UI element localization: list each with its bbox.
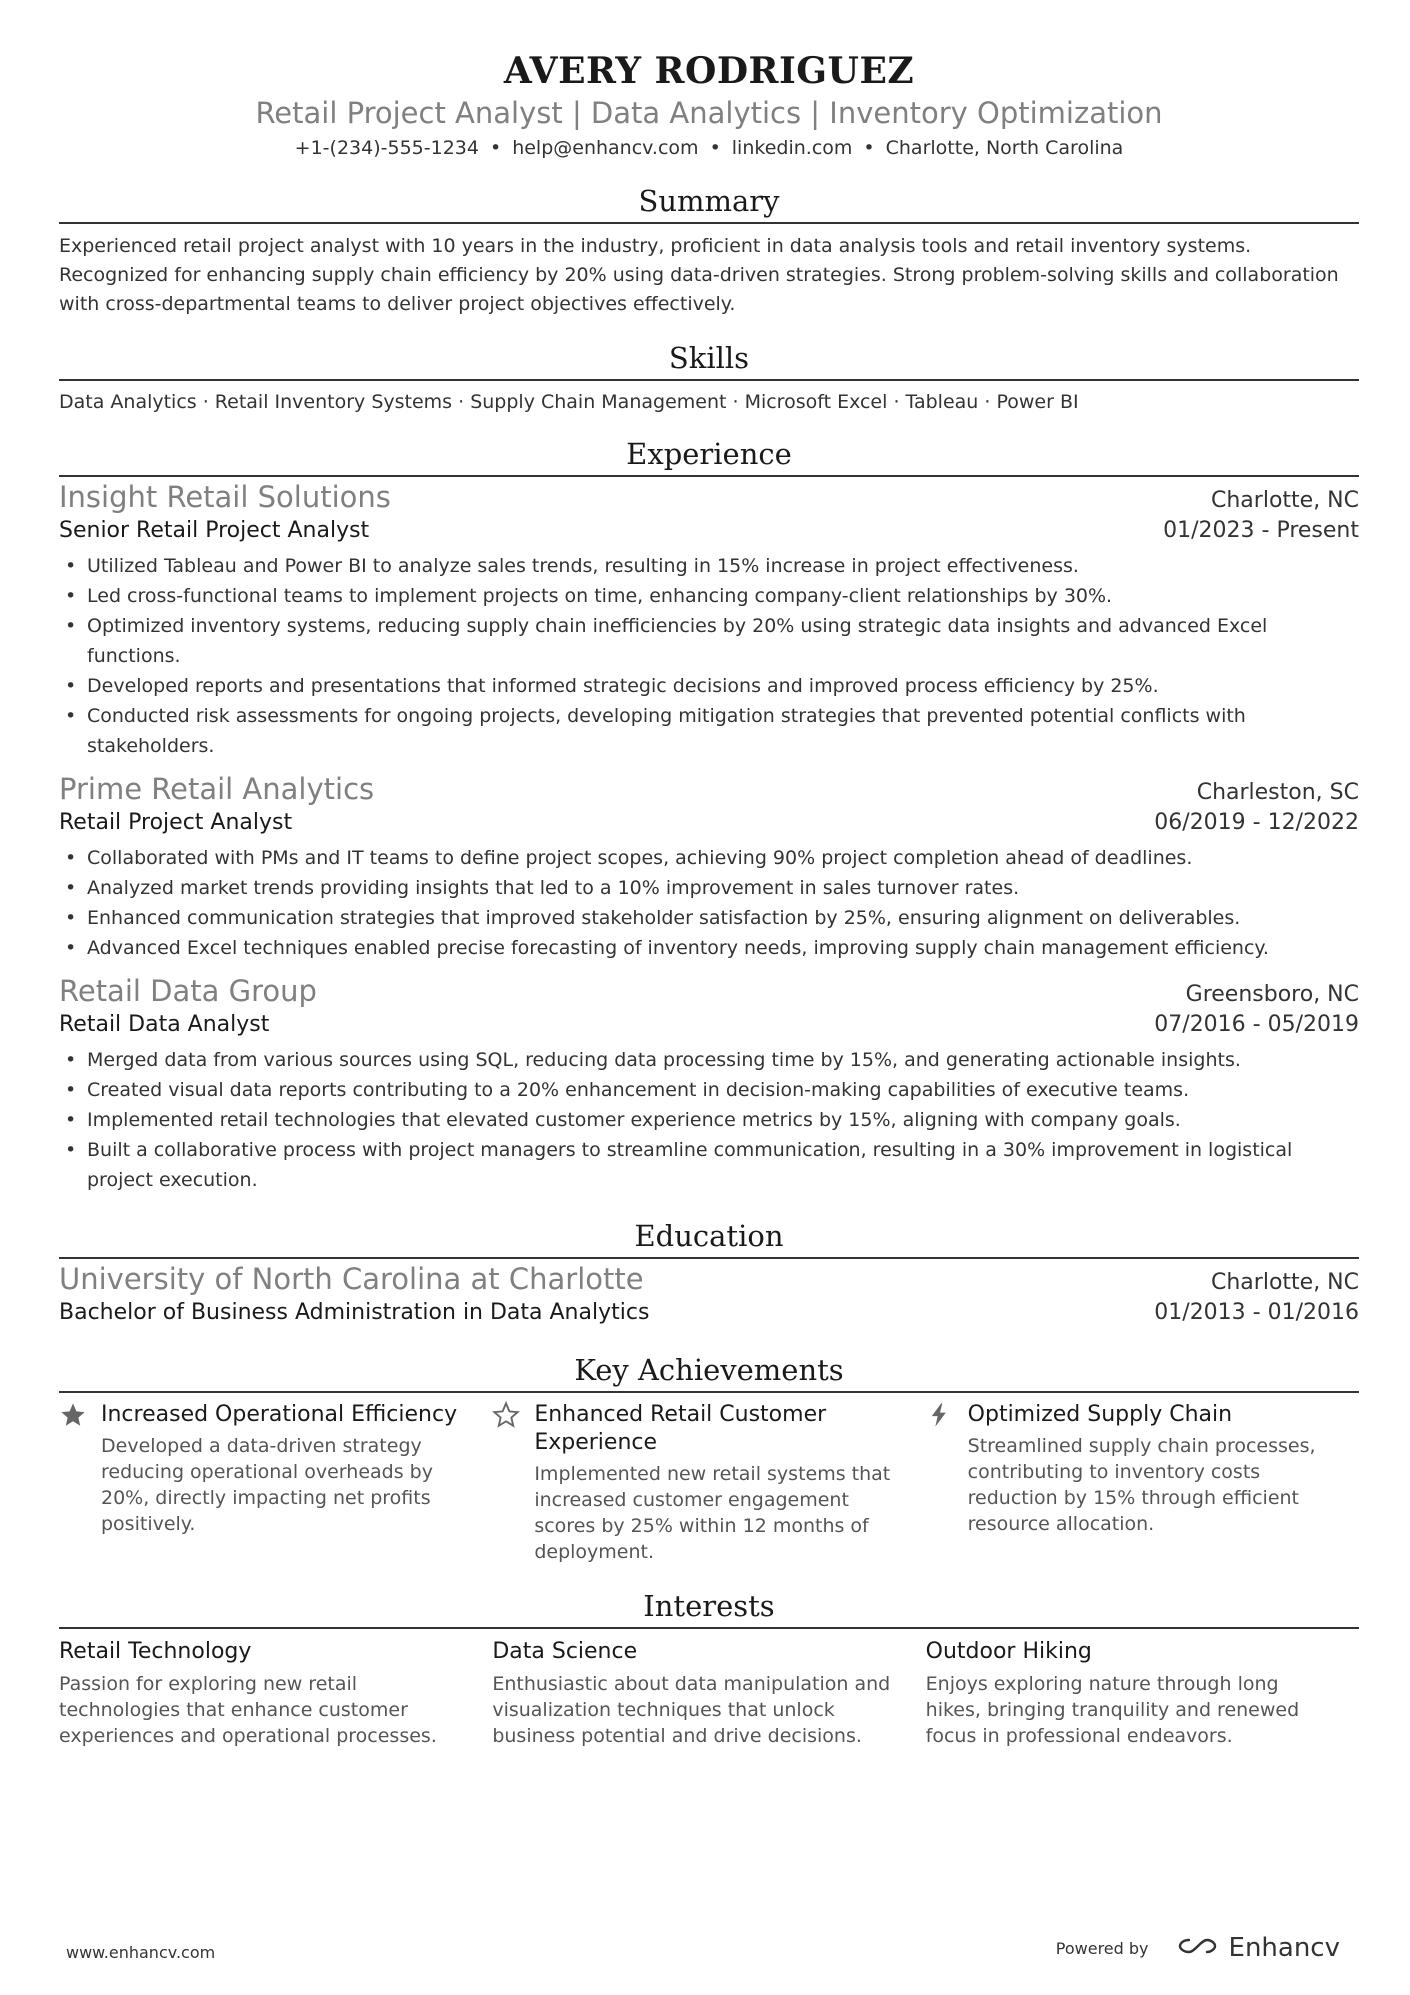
job-header-row (59, 479, 1359, 515)
achievement-title: Enhanced Retail Customer Experience (534, 1402, 827, 1455)
lightning-icon (926, 1401, 968, 1565)
job-entry (59, 479, 1359, 761)
education-degree-row (59, 1297, 1359, 1329)
job-bullet: • Collaborated with PMs and IT teams to define project scopes, achieving 90% project completion ahead of deadlines. (59, 843, 1359, 873)
achievement-title: Optimized Supply Chain (967, 1402, 1233, 1427)
contact-line (59, 134, 1359, 162)
company-name: Prime Retail Analytics (59, 772, 375, 806)
education-section (59, 1217, 1359, 1329)
job-role-row (59, 515, 1359, 547)
section-divider (59, 1627, 1359, 1629)
job-bullet: • Implemented retail technologies that elevated customer experience metrics by 15%, aligning with company goals. (59, 1105, 1359, 1135)
interest-item (926, 1637, 1359, 1749)
job-header-row (59, 771, 1359, 807)
achievements-section (59, 1351, 1359, 1565)
section-title: Experience (626, 437, 792, 471)
achievement-title: Increased Operational Efficiency (101, 1402, 458, 1427)
star-filled-icon (59, 1401, 101, 1565)
interest-item (59, 1637, 492, 1749)
job-header-row (59, 973, 1359, 1009)
achievement-item (926, 1401, 1359, 1565)
achievement-desc: Developed a data-driven strategy reducing operational overheads by 20%, directly impacting net profits positively. (101, 1435, 433, 1535)
brand-name: Enhancv (1228, 1933, 1340, 1963)
job-bullet: • Created visual data reports contributing to a 20% enhancement in decision-making capabilities of executive teams. (59, 1075, 1359, 1105)
section-divider (59, 222, 1359, 224)
footer-branding (1056, 1933, 1340, 1963)
degree-name: Bachelor of Business Administration in Data Analytics (59, 1300, 650, 1325)
job-bullet: • Conducted risk assessments for ongoing projects, developing mitigation strategies that prevented potential conflicts with stakeholders. (59, 701, 1359, 761)
interests-grid (59, 1637, 1359, 1749)
job-bullets (59, 843, 1359, 963)
interest-desc: Enjoys exploring nature through long hikes, bringing tranquility and renewed focus in professional endeavors. (925, 1673, 1300, 1747)
section-title: Key Achievements (574, 1353, 844, 1387)
bullet-separator: • (709, 137, 721, 159)
experience-section (59, 435, 1359, 1195)
achievement-body (534, 1401, 899, 1565)
skills-section (59, 339, 1359, 415)
achievement-body (968, 1401, 1333, 1565)
job-title: Retail Data Analyst (59, 1012, 270, 1037)
bullet-separator: • (863, 137, 875, 159)
job-entry (59, 973, 1359, 1195)
footer-website[interactable]: www.enhancv.com (66, 1943, 216, 1962)
job-dates: 01/2023 - Present (1163, 518, 1359, 543)
job-dates: 07/2016 - 05/2019 (1154, 1012, 1359, 1037)
job-bullet: • Merged data from various sources using SQL, reducing data processing time by 15%, and generating actionable insights. (59, 1045, 1359, 1075)
summary-section (59, 182, 1359, 319)
job-bullet: • Optimized inventory systems, reducing supply chain inefficiencies by 20% using strategic data insights and advanced Excel functions. (59, 611, 1359, 671)
interest-desc: Passion for exploring new retail technologies that enhance customer experiences and operational processes. (59, 1673, 437, 1747)
section-divider (59, 1391, 1359, 1393)
interest-title: Data Science (492, 1639, 638, 1664)
candidate-headline: Retail Project Analyst | Data Analytics | Inventory Optimization (255, 96, 1163, 130)
interest-desc: Enthusiastic about data manipulation and visualization techniques that unlock business potential and drive decisions. (492, 1673, 891, 1747)
section-divider (59, 475, 1359, 477)
skills-list: Data Analytics · Retail Inventory Systems · Supply Chain Management · Microsoft Excel · Tableau · Power BI (59, 391, 1079, 413)
section-divider (59, 1257, 1359, 1259)
school-location: Charlotte, NC (1211, 1270, 1359, 1295)
section-title: Summary (638, 184, 780, 218)
job-entry (59, 771, 1359, 963)
education-header-row (59, 1261, 1359, 1297)
job-role-row (59, 807, 1359, 839)
job-bullet: • Led cross-functional teams to implement projects on time, enhancing company-client relationships by 30%. (59, 581, 1359, 611)
section-divider (59, 379, 1359, 381)
section-title: Education (634, 1219, 784, 1253)
job-bullet: • Analyzed market trends providing insights that led to a 10% improvement in sales turnover rates. (59, 873, 1359, 903)
achievement-desc: Implemented new retail systems that increased customer engagement scores by 25% within 12 months of deployment. (534, 1463, 891, 1563)
interests-section (59, 1587, 1359, 1749)
interest-title: Retail Technology (59, 1639, 252, 1664)
job-bullet: • Advanced Excel techniques enabled precise forecasting of inventory needs, improving supply chain management efficiency. (59, 933, 1359, 963)
school-name: University of North Carolina at Charlotte (59, 1262, 644, 1296)
phone-text: +1-(234)-555-1234 (294, 137, 479, 159)
candidate-name: AVERY RODRIGUEZ (503, 50, 915, 92)
job-location: Charleston, SC (1196, 780, 1359, 805)
location-text: Charlotte, North Carolina (885, 137, 1124, 159)
company-name: Retail Data Group (59, 974, 317, 1008)
bullet-separator: • (489, 137, 502, 159)
job-bullets (59, 551, 1359, 761)
powered-by-text: Powered by (1055, 1938, 1149, 1958)
interest-title: Outdoor Hiking (925, 1639, 1092, 1664)
email-link[interactable]: help@enhancv.com (512, 137, 699, 159)
resume-header (59, 48, 1359, 162)
job-title: Retail Project Analyst (59, 810, 293, 835)
star-outline-icon (492, 1401, 534, 1565)
summary-text: Experienced retail project analyst with 10 years in the industry, proficient in data analysis tools and retail inventory systems. Recognized for enhancing supply chain efficiency by 20% using data-driven strategies. Strong problem-solving skills and collaboration with cross-departmental teams to deliver project objectives effectively. (59, 235, 1339, 315)
job-bullet: • Built a collaborative process with project managers to streamline communication, resulting in a 30% improvement in logistical project execution. (59, 1135, 1359, 1195)
interest-item (492, 1637, 925, 1749)
job-location: Greensboro, NC (1185, 982, 1359, 1007)
achievement-desc: Streamlined supply chain processes, contributing to inventory costs reduction by 15% through efficient resource allocation. (967, 1435, 1316, 1535)
job-dates: 06/2019 - 12/2022 (1154, 810, 1359, 835)
job-role-row (59, 1009, 1359, 1041)
education-dates: 01/2013 - 01/2016 (1154, 1300, 1359, 1325)
linkedin-link[interactable]: linkedin.com (731, 137, 853, 159)
section-title: Skills (668, 341, 750, 375)
achievements-grid (59, 1401, 1359, 1565)
achievement-body (101, 1401, 466, 1565)
resume-page (59, 48, 1359, 1749)
job-title: Senior Retail Project Analyst (59, 518, 370, 543)
job-bullet: • Utilized Tableau and Power BI to analyze sales trends, resulting in 15% increase in project effectiveness. (59, 551, 1359, 581)
job-bullets (59, 1045, 1359, 1195)
enhancv-logo-icon (1175, 1934, 1221, 1962)
job-location: Charlotte, NC (1211, 488, 1359, 513)
job-bullet: • Enhanced communication strategies that improved stakeholder satisfaction by 25%, ensuring alignment on deliverables. (59, 903, 1359, 933)
job-bullet: • Developed reports and presentations that informed strategic decisions and improved process efficiency by 25%. (59, 671, 1359, 701)
section-title: Interests (643, 1589, 775, 1623)
company-name: Insight Retail Solutions (59, 480, 391, 514)
achievement-item (492, 1401, 925, 1565)
achievement-item (59, 1401, 492, 1565)
